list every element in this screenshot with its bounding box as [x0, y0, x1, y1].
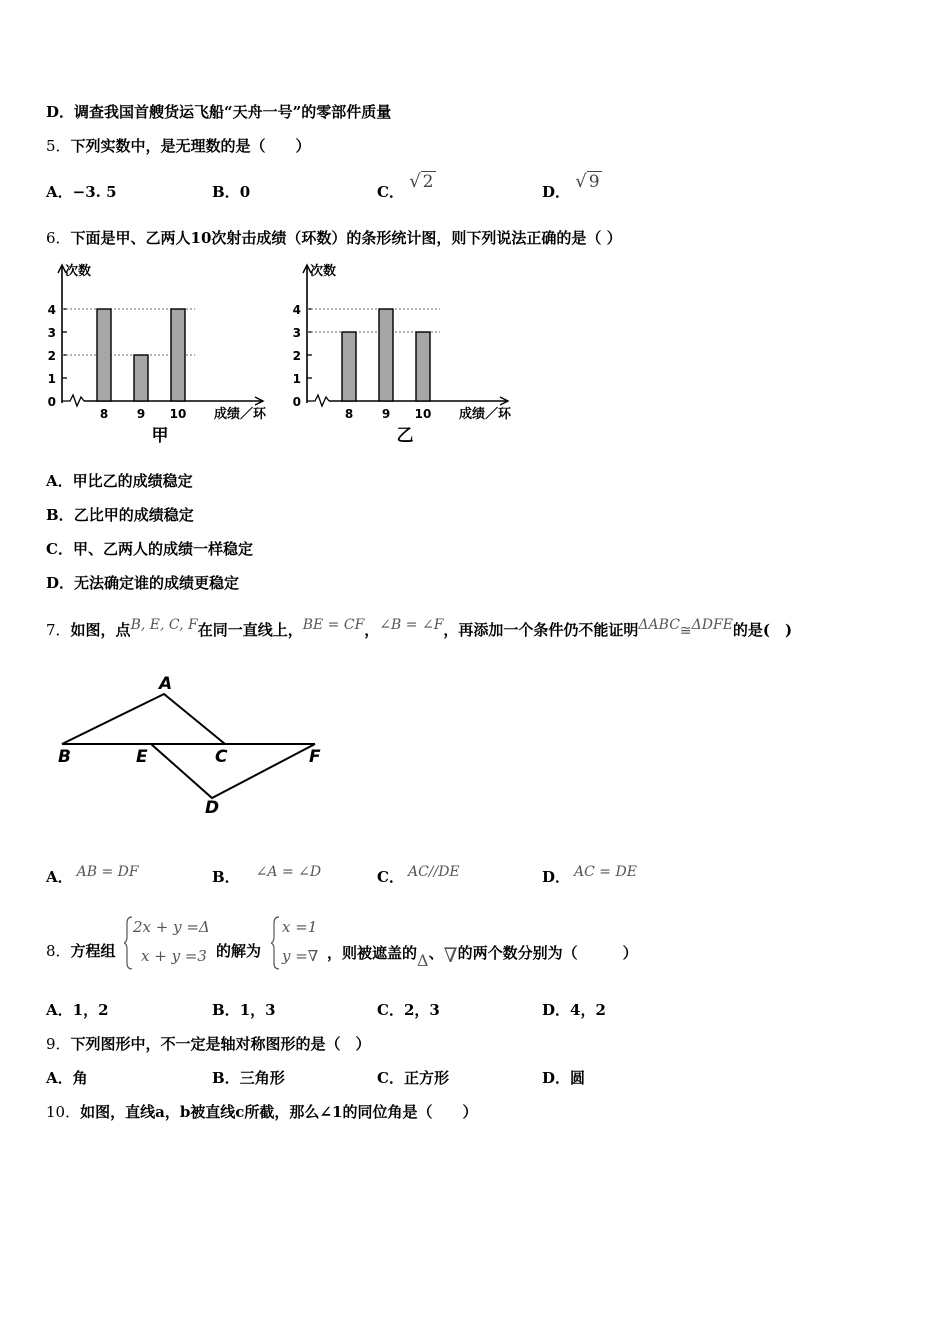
y-tick-label: 4	[47, 303, 56, 317]
y-tick-label: 3	[292, 326, 301, 340]
q5-option-b	[212, 181, 250, 203]
label-point-e: E	[136, 747, 148, 767]
bar	[97, 309, 111, 401]
q5-text: 下列实数中，是无理数的是（ ）	[70, 137, 311, 155]
option-value: 1，3	[239, 1001, 276, 1019]
q7-triangle-abc: ΔABC	[638, 617, 680, 633]
y-tick-label: 4	[292, 303, 301, 317]
triangle-dfe-sides	[151, 744, 315, 798]
x-tick-label: 9	[136, 407, 146, 421]
q7-text: 如图，点	[70, 621, 131, 639]
x-tick-label: 8	[344, 407, 354, 421]
option-label: C．	[46, 540, 73, 558]
option-value: 圆	[570, 1069, 586, 1087]
x-axis-label: 成绩／环	[459, 407, 512, 422]
option-value: 角	[72, 1069, 88, 1087]
sqrt-expression: √ 2	[409, 171, 434, 192]
option-label: D．	[542, 1001, 571, 1019]
option-label: D．	[542, 1069, 571, 1087]
q7-stem	[46, 619, 792, 642]
q6-option-b	[46, 504, 194, 526]
axis-break-icon	[307, 395, 329, 406]
q6-option-a	[46, 470, 193, 492]
q7-points: B, E, C, F	[130, 617, 198, 633]
bar	[134, 355, 148, 401]
y-tick-label: 3	[47, 326, 56, 340]
q8-stem-suffix	[327, 940, 638, 970]
q8-option-b	[212, 999, 276, 1021]
label-point-f: F	[309, 747, 321, 767]
triangle-symbol-icon: Δ	[417, 951, 429, 970]
option-label: A．	[46, 1001, 73, 1019]
option-value: ∠A = ∠D	[255, 864, 322, 880]
q7-triangle-dfe: ΔDFE	[691, 617, 733, 633]
q5-option-c	[377, 171, 436, 203]
radicand: 2	[422, 172, 434, 192]
sqrt-expression: √ 9	[575, 171, 600, 192]
option-value: 0	[239, 183, 251, 201]
q7-option-a	[46, 866, 139, 889]
chart-title: 甲	[151, 426, 169, 446]
q7-text: 在同一直线上，	[197, 621, 303, 639]
option-label: B．	[212, 1001, 240, 1019]
option-label: D．	[46, 574, 75, 592]
q9-option-a	[46, 1067, 88, 1089]
y-tick-label: 1	[47, 372, 56, 386]
label-point-a: A	[159, 674, 173, 694]
y-axis-label: 次数	[310, 264, 337, 279]
equation-system	[133, 913, 210, 971]
y-tick-label: 2	[292, 349, 301, 363]
q5-option-a	[46, 181, 117, 203]
option-label: B．	[212, 1069, 240, 1087]
option-label: C．	[377, 868, 404, 886]
option-label: A．	[46, 183, 73, 201]
label-point-d: D	[205, 798, 220, 818]
option-value: 4，2	[570, 1001, 606, 1019]
solution-y: y =∇	[282, 947, 319, 965]
q10-stem	[46, 1101, 477, 1123]
q5-stem	[46, 135, 311, 157]
triangle-abc-sides	[62, 694, 225, 744]
bar	[416, 332, 430, 401]
option-label: B．	[212, 868, 240, 886]
option-label: D．	[542, 868, 571, 886]
q6-option-d	[46, 572, 239, 594]
q7-condition-1: BE = CF	[302, 617, 365, 633]
option-label: A．	[46, 472, 73, 490]
nabla-symbol-icon: ∇	[443, 943, 458, 967]
equation-1: 2x + y =Δ	[133, 918, 210, 936]
y-tick-label: 0	[292, 395, 301, 409]
option-label: C．	[377, 183, 404, 201]
label-point-b: B	[58, 747, 71, 767]
y-axis-label: 次数	[65, 264, 92, 279]
q8-option-a	[46, 999, 109, 1021]
q5-number: 5．	[46, 137, 71, 155]
q7-option-d	[542, 866, 637, 889]
option-label: B．	[46, 506, 74, 524]
q5-option-d	[542, 171, 602, 203]
option-value: AC = DE	[574, 864, 637, 880]
equation-2: x + y =3	[141, 947, 207, 965]
q4-option-d: D．调查我国首艘货运飞船“天舟一号”的零部件质量	[46, 103, 392, 121]
q7-congruent-symbol: ≅	[679, 623, 692, 639]
bar	[171, 309, 185, 401]
x-tick-label: 10	[414, 407, 432, 421]
q7-option-b	[212, 866, 321, 889]
q7-option-c	[377, 866, 460, 889]
q8-stem-prefix	[46, 940, 116, 962]
option-value: 正方形	[403, 1069, 449, 1087]
q9-option-c	[377, 1067, 449, 1089]
y-tick-label: 2	[47, 349, 56, 363]
q8-option-d	[542, 999, 606, 1021]
option-text: 甲、乙两人的成绩一样稳定	[72, 540, 253, 558]
q9-number: 9．	[46, 1035, 71, 1053]
q8-text: 方程组	[70, 942, 116, 960]
x-tick-label: 10	[169, 407, 187, 421]
q8-option-c	[377, 999, 440, 1021]
q9-text: 下列图形中，不一定是轴对称图形的是（ ）	[70, 1035, 371, 1053]
option-label: A．	[46, 868, 73, 886]
q6-number: 6．	[46, 229, 71, 247]
bar-chart-yi	[285, 255, 525, 450]
q7-text: ，再添加一个条件仍不能证明	[443, 621, 639, 639]
x-tick-label: 8	[99, 407, 109, 421]
q9-option-b	[212, 1067, 285, 1089]
q7-geometry-figure	[50, 670, 340, 820]
q7-text: ，	[364, 621, 380, 639]
option-value: 2，3	[403, 1001, 440, 1019]
bar	[379, 309, 393, 401]
q9-option-d	[542, 1067, 585, 1089]
q6-option-c	[46, 538, 253, 560]
axis-break-icon	[62, 395, 84, 406]
option-value: 三角形	[239, 1069, 285, 1087]
q7-condition-2: ∠B = ∠F	[379, 617, 444, 633]
q8-text: ，则被遮盖的	[327, 944, 418, 962]
option-value: AC//DE	[407, 864, 460, 880]
q6-text: 下面是甲、乙两人10次射击成绩（环数）的条形统计图，则下列说法正确的是（ ）	[70, 229, 622, 247]
bar-chart-jia	[40, 255, 280, 450]
q9-stem	[46, 1033, 371, 1055]
option-value: AB = DF	[76, 864, 139, 880]
radicand: 9	[588, 172, 600, 192]
x-axis-label: 成绩／环	[214, 407, 267, 422]
q8-text: 的两个数分别为（ ）	[457, 944, 638, 962]
option-label: C．	[377, 1001, 404, 1019]
solution-x: x =1	[282, 918, 318, 936]
option-label: D．	[542, 183, 571, 201]
option-label: A．	[46, 1069, 73, 1087]
label-point-c: C	[215, 747, 228, 767]
q10-text: 如图，直线a，b被直线c所截，那么∠1的同位角是（ ）	[80, 1103, 478, 1121]
option-text: 乙比甲的成绩稳定	[73, 506, 194, 524]
bar	[342, 332, 356, 401]
left-brace-icon	[271, 915, 281, 971]
x-tick-label: 9	[381, 407, 391, 421]
option-label: C．	[377, 1069, 404, 1087]
option-label: B．	[212, 183, 240, 201]
option-value: −3. 5	[72, 183, 117, 201]
q10-number: 10．	[46, 1103, 81, 1121]
q8-text: 、	[428, 944, 444, 962]
y-tick-label: 1	[292, 372, 301, 386]
option-value: 1，2	[72, 1001, 109, 1019]
q7-text: 的是( )	[732, 621, 793, 639]
chart-title: 乙	[396, 426, 414, 446]
q8-number: 8．	[46, 942, 71, 960]
q6-stem	[46, 227, 622, 249]
option-text: 甲比乙的成绩稳定	[72, 472, 193, 490]
solution-system	[282, 913, 318, 971]
option-text: 无法确定谁的成绩更稳定	[74, 574, 240, 592]
q7-number: 7．	[46, 621, 71, 639]
y-tick-label: 0	[47, 395, 56, 409]
q8-stem-mid: 的解为	[216, 942, 262, 960]
